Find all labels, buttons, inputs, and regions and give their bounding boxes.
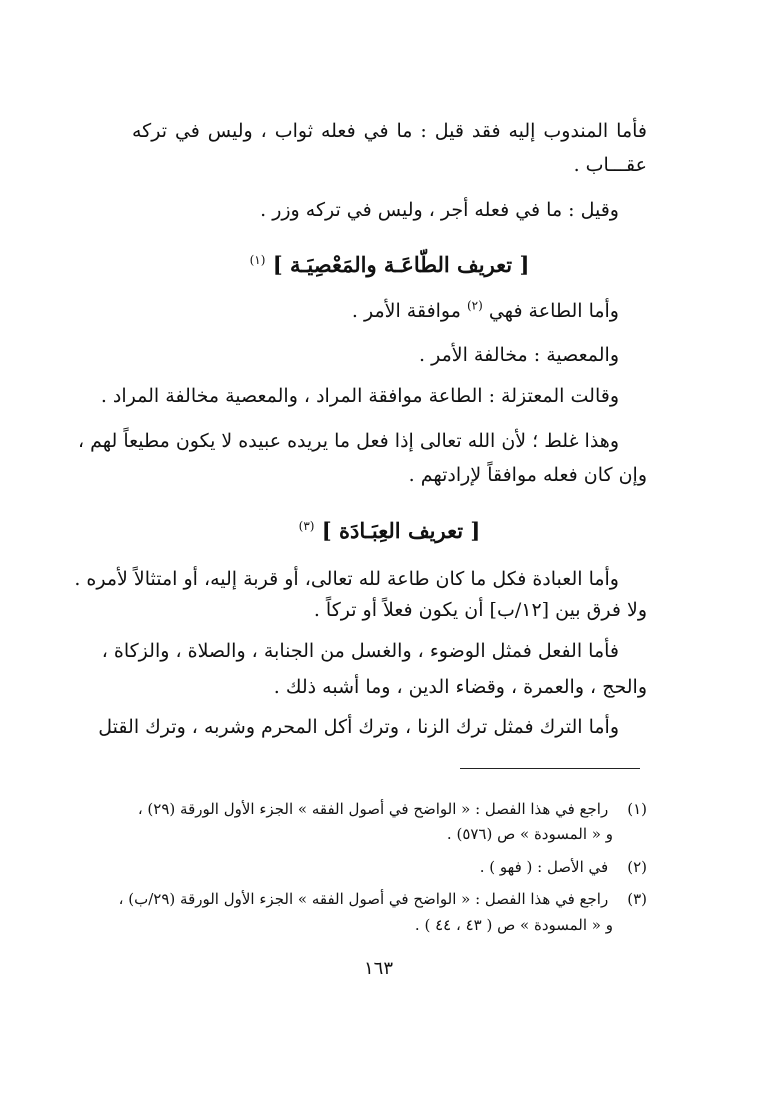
text-line: وقالت المعتزلة : الطاعة موافقة المراد ، والمعصية مخالفة المراد .	[100, 385, 619, 407]
text-line: ولا فرق بين [١٢/ب] أن يكون فعلاً أو تركاً .	[313, 599, 647, 621]
footnote-continuation: و « المسودة » ص (٥٧٦) .	[446, 825, 613, 843]
text-line: عقـــاب .	[573, 154, 647, 176]
text-line: وقيل : ما في فعله أجر ، وليس في تركه وزر .	[260, 199, 619, 221]
footnote-ref: (١)	[249, 253, 266, 267]
text-line: والحج ، والعمرة ، وقضاء الدين ، وما أشبه ذلك .	[273, 676, 647, 698]
footnote	[118, 888, 647, 910]
text-line: وإن كان فعله موافقاً لإرادتهم .	[408, 464, 647, 486]
footnote	[132, 798, 647, 820]
heading-text: [ تعريف العِبَـادَة ]	[321, 518, 481, 543]
footnote-number: (٣)	[627, 890, 647, 908]
heading-text: [ تعريف الطّاعَـة والمَعْصِيَـة ]	[272, 252, 530, 277]
footnote-text: راجع في هذا الفصل : « الواضح في أصول الفقه » الجزء الأول الورقة (٢٩) ،	[137, 800, 609, 818]
text-line: وأما العبادة فكل ما كان طاعة لله تعالى، أو قربة إليه، أو امتثالاً لأمره .	[74, 568, 619, 590]
text-fragment: موافقة الأمر .	[351, 300, 461, 322]
footnote-number: (٢)	[627, 858, 647, 876]
text-line: وهذا غلط ؛ لأن الله تعالى إذا فعل ما يريده عبيده لا يكون مطيعاً لهم ،	[77, 430, 619, 452]
text-line: فأما المندوب إليه فقد قيل : ما في فعله ثواب ، وليس في تركه	[132, 120, 647, 142]
section-heading	[132, 518, 647, 544]
section-heading	[132, 252, 647, 278]
footnote-divider	[460, 768, 640, 769]
footnote	[132, 856, 647, 878]
footnote-text: راجع في هذا الفصل : « الواضح في أصول الفقه » الجزء الأول الورقة (٢٩/ب) ،	[118, 890, 609, 908]
footnote-number: (١)	[627, 800, 647, 818]
text-line: وأما الترك فمثل ترك الزنا ، وترك أكل المحرم وشربه ، وترك القتل	[98, 716, 619, 738]
footnote-ref: (٢)	[466, 298, 483, 313]
page-number: ١٦٣	[363, 958, 393, 979]
footnote-text: في الأصل : ( فهو ) .	[479, 858, 609, 876]
footnote-ref: (٣)	[298, 519, 315, 533]
text-fragment: وأما الطاعة فهي	[488, 300, 619, 322]
footnote-continuation: و « المسودة » ص ( ٤٣ ، ٤٤ ) .	[414, 916, 613, 934]
text-line	[132, 298, 647, 324]
text-line: فأما الفعل فمثل الوضوء ، والغسل من الجنابة ، والصلاة ، والزكاة ،	[101, 640, 619, 662]
text-line: والمعصية : مخالفة الأمر .	[419, 344, 619, 366]
